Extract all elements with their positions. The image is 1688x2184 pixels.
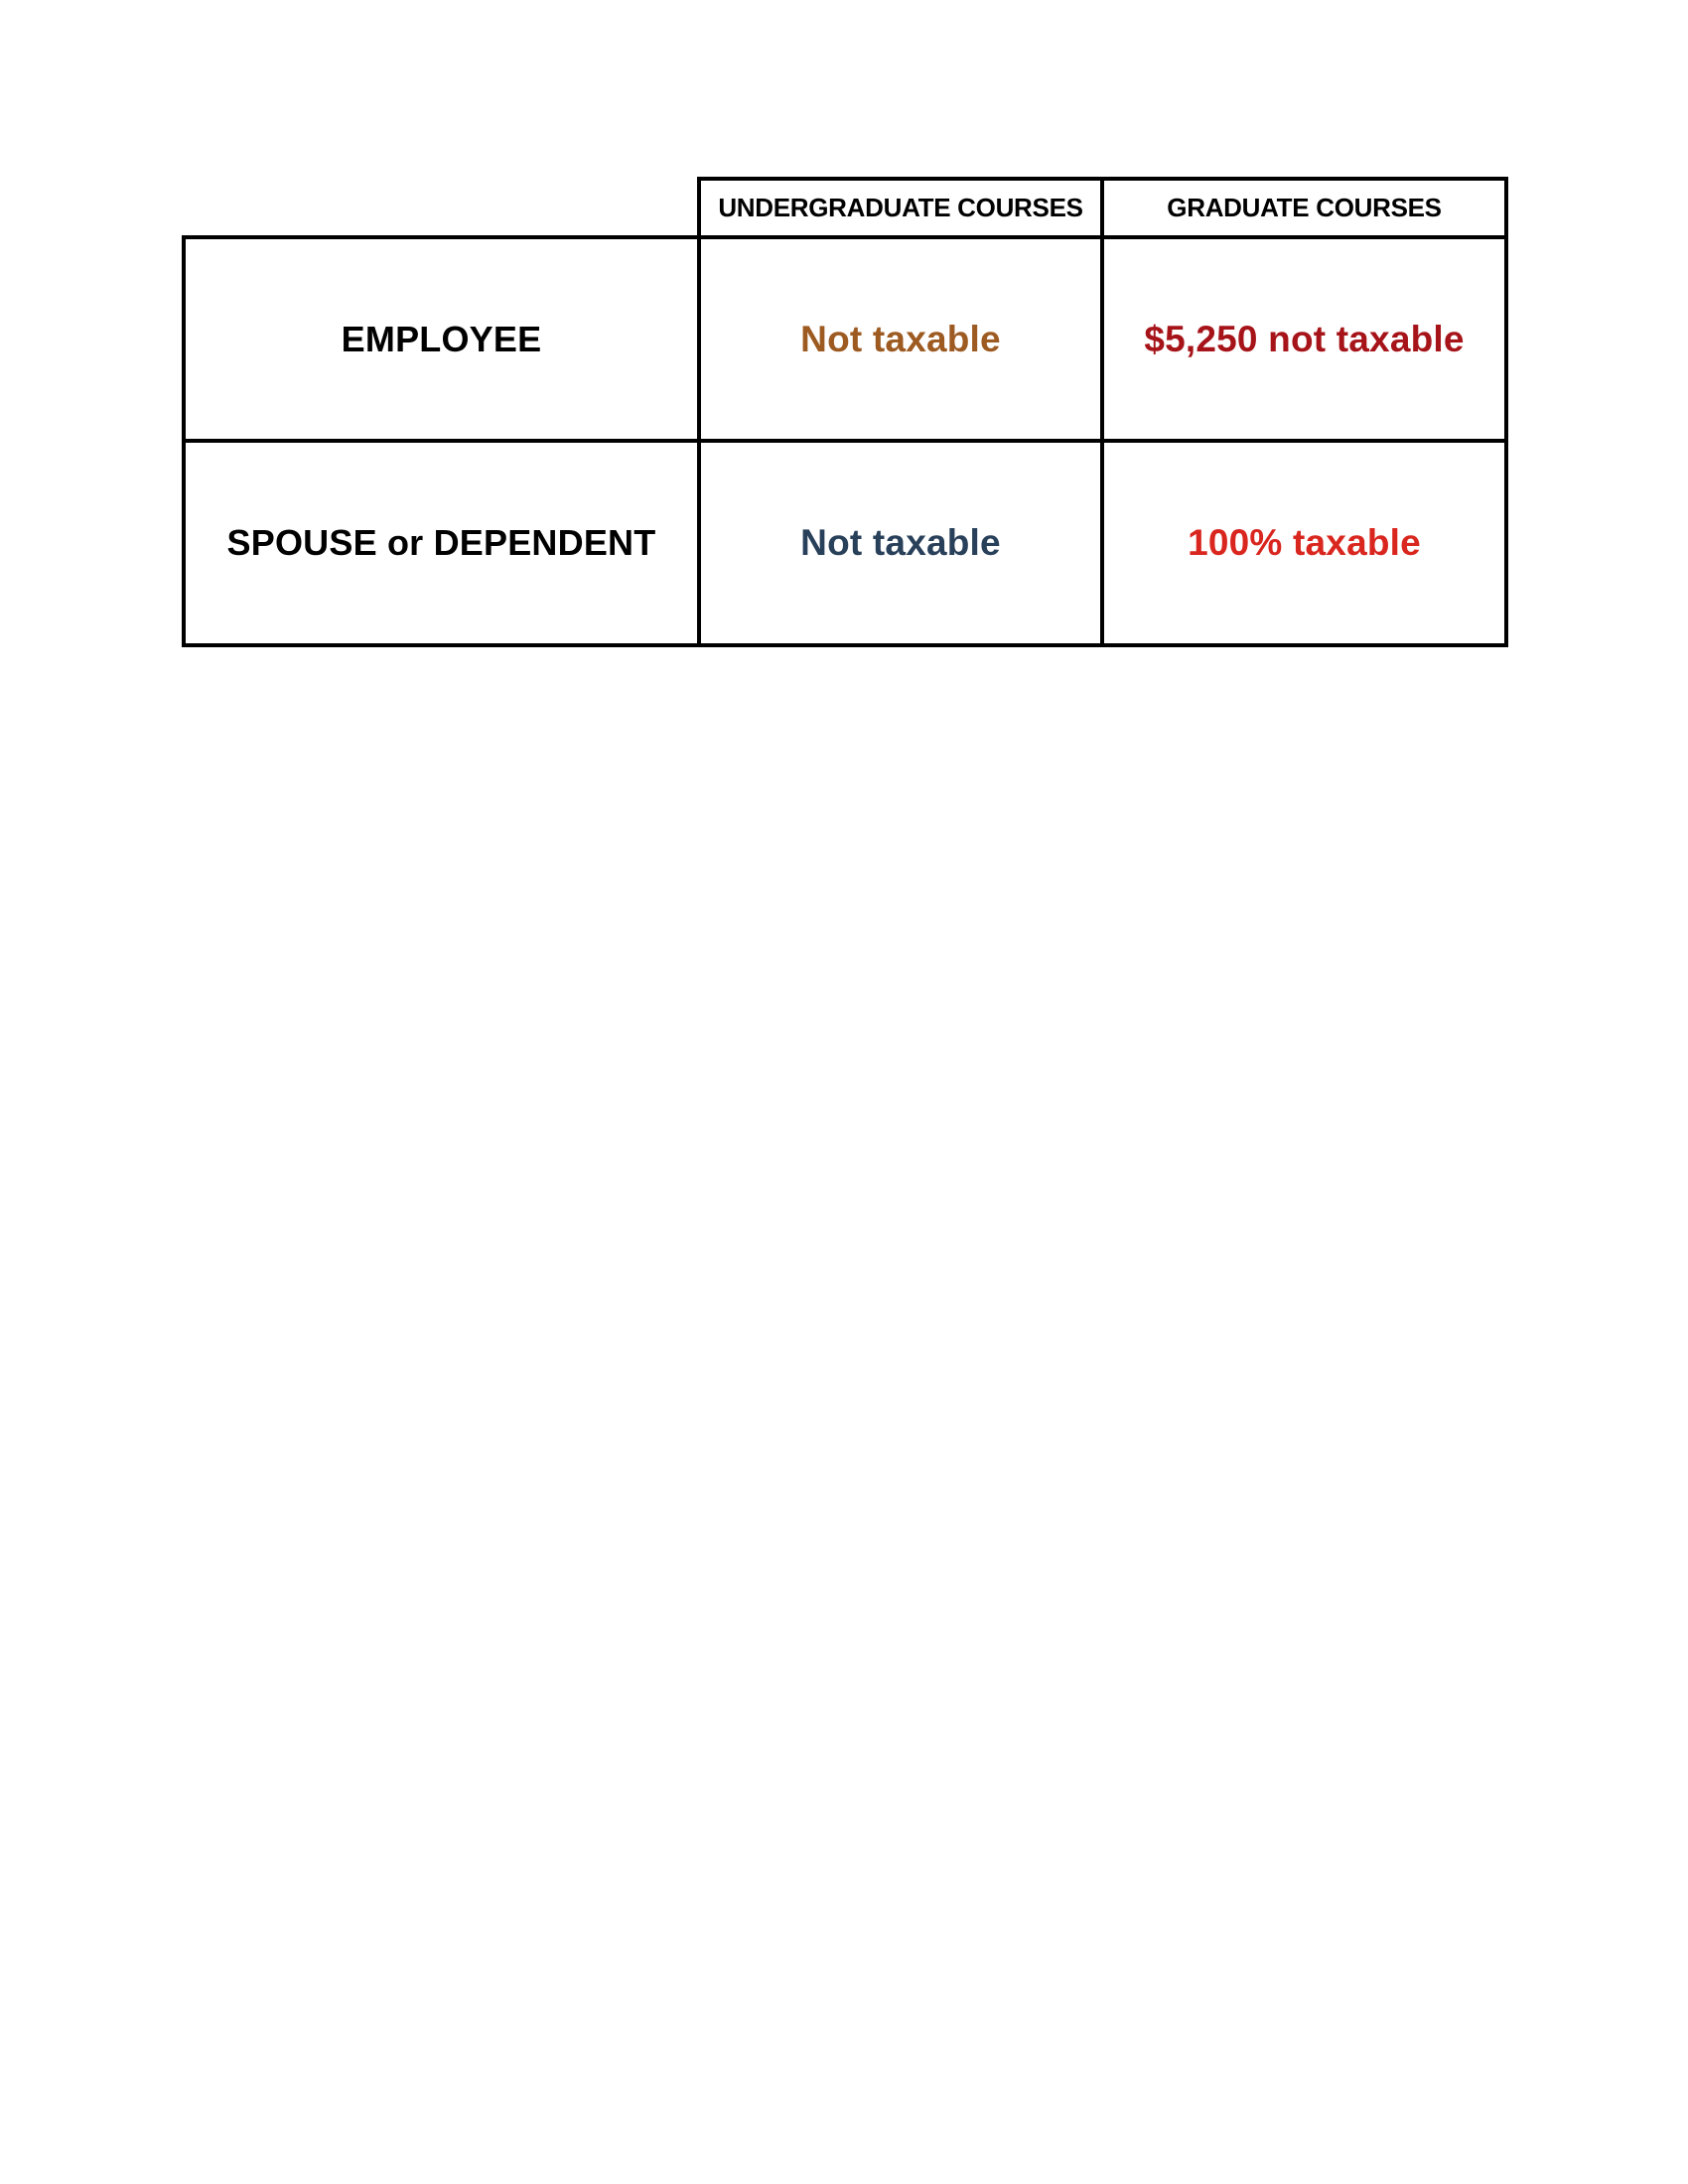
column-header-undergraduate-courses: UNDERGRADUATE COURSES (699, 179, 1102, 237)
cell-spouse-graduate: 100% taxable (1102, 441, 1506, 645)
tuition-tax-table (182, 177, 1508, 647)
table-row-spouse-or-dependent (184, 441, 1506, 645)
cell-spouse-undergraduate: Not taxable (699, 441, 1102, 645)
cell-employee-undergraduate: Not taxable (699, 237, 1102, 441)
corner-cell-empty (184, 179, 699, 237)
row-label-spouse-or-dependent: SPOUSE or DEPENDENT (184, 441, 699, 645)
column-header-graduate-courses: GRADUATE COURSES (1102, 179, 1506, 237)
table-row-employee (184, 237, 1506, 441)
table-header-row (184, 179, 1506, 237)
row-label-employee: EMPLOYEE (184, 237, 699, 441)
cell-employee-graduate: $5,250 not taxable (1102, 237, 1506, 441)
